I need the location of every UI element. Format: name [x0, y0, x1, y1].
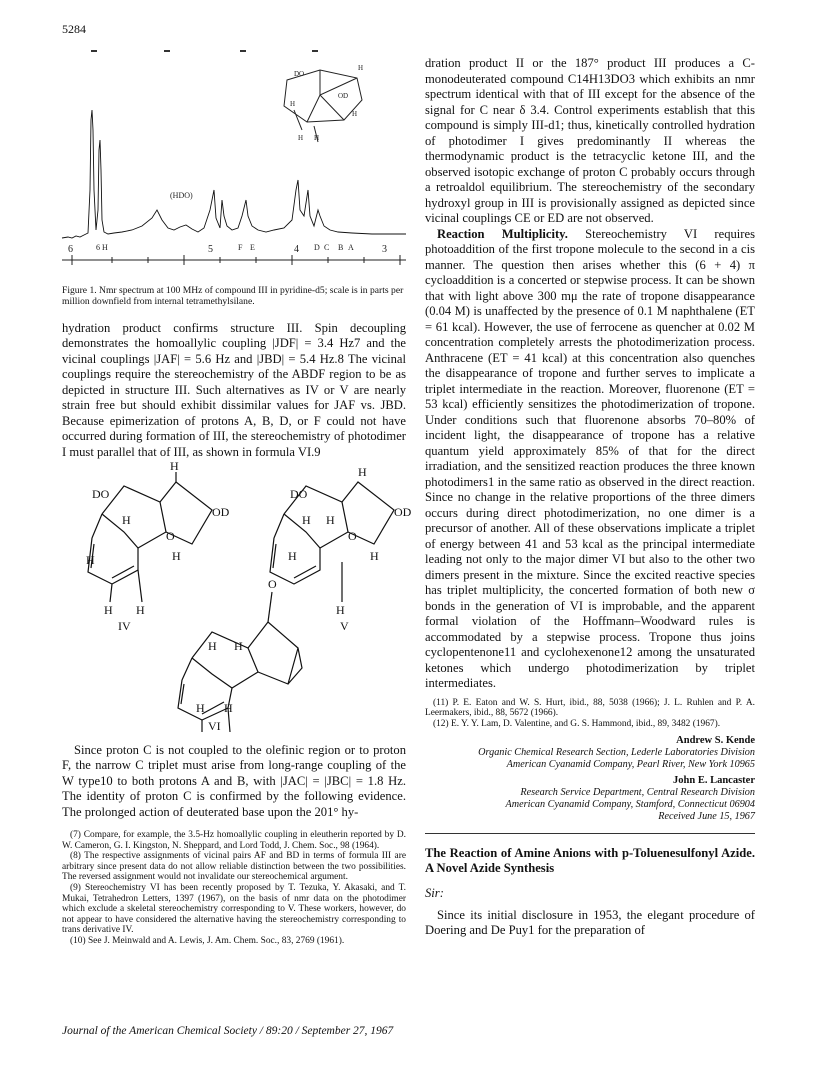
- right-paragraph-1: dration product II or the 187° product III produces a C-monodeuterated compound C14H13DO3 which exhibits an nmr spectrum identical with that of III except for the absence of the signal for C near δ 3.4. Control experiments establish that this compound is simply III-d1; thus, kinetically controlled hydration of photodimer I gives predominantly II whereas the thermodynamic product is the tetracyclic ketone III, and the observed isotopic exchange of proton C probably occurs through a retroaldol equilibrium. The stereochemistry of the secondary hydroxyl group in III is provisionally assigned as depicted since vicinal couplings CE or ED are not observed.: [425, 56, 755, 225]
- affiliation-2a: Research Service Department, Central Research Division: [520, 787, 755, 799]
- svg-text:E: E: [250, 243, 255, 252]
- top-scale-marks: [91, 50, 318, 52]
- footnote-7: (7) Compare, for example, the 3.5-Hz homoallylic coupling in eleutherin reported by D. W. Cameron, G. I. Kingston, N. Sheppard, and Lord Todd, J. Chem. Soc., 98 (1964).: [62, 830, 406, 851]
- svg-text:H: H: [336, 603, 345, 617]
- svg-text:H: H: [302, 513, 311, 527]
- svg-text:H: H: [298, 134, 304, 142]
- affiliation-1a: Organic Chemical Research Section, Lederle Laboratories Division: [478, 747, 755, 759]
- signature-block: [425, 735, 755, 823]
- svg-text:F: F: [238, 243, 243, 252]
- svg-text:IV: IV: [118, 619, 131, 633]
- section-heading: Reaction Multiplicity.: [437, 226, 568, 241]
- author-lancaster: John E. Lancaster: [673, 775, 755, 787]
- svg-text:H: H: [122, 513, 131, 527]
- svg-text:H: H: [170, 459, 179, 473]
- svg-text:D: D: [314, 243, 320, 252]
- svg-text:H: H: [358, 64, 364, 72]
- figure-caption: Figure 1. Nmr spectrum at 100 MHz of compound III in pyridine-d5; scale is in parts per million downfield from internal tetramethylsilane.: [62, 284, 404, 307]
- right-column: [425, 56, 755, 939]
- svg-text:H: H: [288, 549, 297, 563]
- svg-text:B: B: [338, 243, 344, 252]
- left-paragraph-2: Since proton C is not coupled to the olefinic region or to proton F, the narrow C triplet must arise from long-range coupling of the W type10 to both protons A and B, with |JAC| = |JBC| = 1.8 Hz. The identity of proton C is confirmed by the following evidence. The prolonged action of deuterated base upon the 201° hy-: [62, 742, 406, 819]
- svg-text:H: H: [326, 513, 335, 527]
- svg-text:DO: DO: [294, 70, 305, 78]
- footnote-9: (9) Stereochemistry VI has been recently proposed by T. Tezuka, Y. Akasaki, and T. Mukai, Tetrahedron Letters, 1397 (1967), on the basis of nmr data on the photodimer which exclude a skeletal stereochemistry corresponding to V. These workers, however, do not appear to have considered the alternative having the stereochemistry corresponding to trans derivative IV.: [62, 882, 406, 936]
- salutation: Sir:: [425, 886, 444, 901]
- svg-text:H: H: [314, 134, 320, 142]
- structure-V: [270, 482, 394, 602]
- svg-text:H: H: [290, 100, 296, 108]
- new-article-paragraph: Since its initial disclosure in 1953, the elegant procedure of Doering and De Puy1 for the preparation of: [425, 907, 755, 938]
- svg-text:DO: DO: [92, 487, 110, 501]
- footnotes: [62, 830, 406, 947]
- svg-text:(HDO): (HDO): [170, 191, 193, 200]
- right-paragraph-2: Reaction Multiplicity. Stereochemistry VI requires photoaddition of the first tropone molecule to the second in a cis manner. The question then arises whether this (6 + 4) π cycloaddition is a concerted or stepwise process. It can be shown that with light above 300 mμ the rate of tropone disappearance (0.04 M) is unaffected by the presence of 0.1 M naphthalene (ET = 61 kcal). However, the use of ferrocene as quencher at 0.02 M concentration completely arrests the photodimerization process. Anthracene (ET = 41 kcal) at this concentration also quenches the disappearance of tropone and further serves to implicate a triplet intermediate in the reaction. Moreover, fluorenone (ET = 53 kcal) efficiently sensitizes the photodimerization of tropone. Under conditions such that fluorenone absorbs 70–80% of incident light, the disappearance of tropone has a relative quantum yield approximately 85% of that for the direct irradiation, and the sensitized reaction produces the three known photodimers1 in the same ratio as observed in the direct reaction. Since no change in the relative proportions of the three dimers occurs during direct photodimerization, no one dimer is a precursor of another. All of these observations implicate a triplet of energy between 41 and 53 kcal as the principal intermediate leading not only to the major dimer VI but also to the other two dimers present in the mixture. Since the excited reactive species has triplet multiplicity, the concerted formation of both new σ bonds in the generation of VI is improbable, and the apparent formal violation of the Hoffmann–Woodward rules is accommodated by a stepwise process. Tropone thus joins cyclopentenone11 and cyclohexenone12 among the unsaturated ketones which undergo photodimerization by triplet intermediates.: [425, 226, 755, 690]
- svg-text:H: H: [196, 701, 205, 715]
- svg-text:DO: DO: [290, 487, 308, 501]
- svg-text:H: H: [208, 639, 217, 653]
- divider: [425, 833, 755, 834]
- axis-tick-3: 3: [382, 244, 387, 255]
- structure-labels: [86, 459, 412, 733]
- svg-text:V: V: [340, 619, 349, 633]
- svg-text:H: H: [104, 603, 113, 617]
- svg-text:H: H: [172, 549, 181, 563]
- svg-text:VI: VI: [208, 719, 221, 733]
- spectrum-trace: [62, 110, 406, 238]
- author-kende: Andrew S. Kende: [676, 735, 755, 747]
- svg-text:H: H: [86, 553, 95, 567]
- svg-text:A: A: [348, 243, 354, 252]
- affiliation-2b: American Cyanamid Company, Stamford, Connecticut 06904: [505, 799, 755, 811]
- svg-text:C: C: [324, 243, 330, 252]
- axis-tick-5: 5: [208, 244, 213, 255]
- svg-text:H: H: [234, 639, 243, 653]
- structures-figure: [62, 459, 412, 733]
- svg-text:O: O: [166, 529, 175, 543]
- axis-tick-6: 6: [68, 244, 73, 255]
- structure-III-inset: [284, 70, 362, 142]
- svg-text:H: H: [358, 465, 367, 479]
- new-article-title: The Reaction of Amine Anions with p-Toluenesulfonyl Azide. A Novel Azide Synthesis: [425, 846, 755, 876]
- nmr-spectrum-figure: [62, 40, 406, 272]
- footnote-10: (10) See J. Meinwald and A. Lewis, J. Am. Chem. Soc., 83, 2769 (1961).: [70, 935, 345, 946]
- structure-III-labels: [290, 64, 363, 142]
- ppm-axis: [62, 244, 406, 265]
- svg-text:6 H: 6 H: [96, 243, 108, 252]
- page-number: 5284: [62, 22, 86, 36]
- svg-text:OD: OD: [338, 92, 349, 100]
- svg-text:OD: OD: [394, 505, 412, 519]
- svg-text:O: O: [268, 577, 277, 591]
- footnote-8: (8) The respective assignments of vicinal pairs AF and BD in terms of formula III are arbitrary since present data do not allow reliable distinction between the two possibilities. The reversed assignment would not invalidate our stereochemical argument.: [62, 851, 406, 883]
- svg-text:H: H: [136, 603, 145, 617]
- right-references: [425, 698, 755, 730]
- affiliation-1b: American Cyanamid Company, Pearl River, New York 10965: [506, 759, 755, 771]
- left-paragraph-1: hydration product confirms structure III. Spin decoupling demonstrates the homoallylic coupling |JDF| = 3.4 Hz7 and the vicinal couplings |JAF| = 5.6 Hz and |JBD| = 5.4 Hz.8 The vicinal couplings require the stereochemistry of the ABDF region to be as depicted in structure III. Such alternatives as IV or V are nearly strain free but should exhibit dissimilar values for JAF vs. JBD. Because epimerization of protons A, B, D, or F could not have occurred during formation of III, the stereochemistry of photodimer I must parallel that of III, as shown in formula VI.9: [62, 320, 406, 459]
- left-column: [62, 40, 412, 947]
- axis-tick-4: 4: [294, 244, 299, 255]
- svg-text:H: H: [370, 549, 379, 563]
- journal-footer: Journal of the American Chemical Society / 89:20 / September 27, 1967: [62, 1025, 394, 1037]
- footnote-12: (12) E. Y. Y. Lam, D. Valentine, and G. S. Hammond, ibid., 89, 3482 (1967).: [433, 718, 721, 729]
- received-date: Received June 15, 1967: [658, 811, 755, 823]
- svg-text:OD: OD: [212, 505, 230, 519]
- footnote-11: (11) P. E. Eaton and W. S. Hurt, ibid., 88, 5038 (1966); J. L. Ruhlen and P. A. Leermakers, ibid., 88, 5672 (1966).: [425, 697, 755, 719]
- svg-text:O: O: [348, 529, 357, 543]
- svg-text:H: H: [224, 701, 233, 715]
- svg-text:H: H: [352, 110, 358, 118]
